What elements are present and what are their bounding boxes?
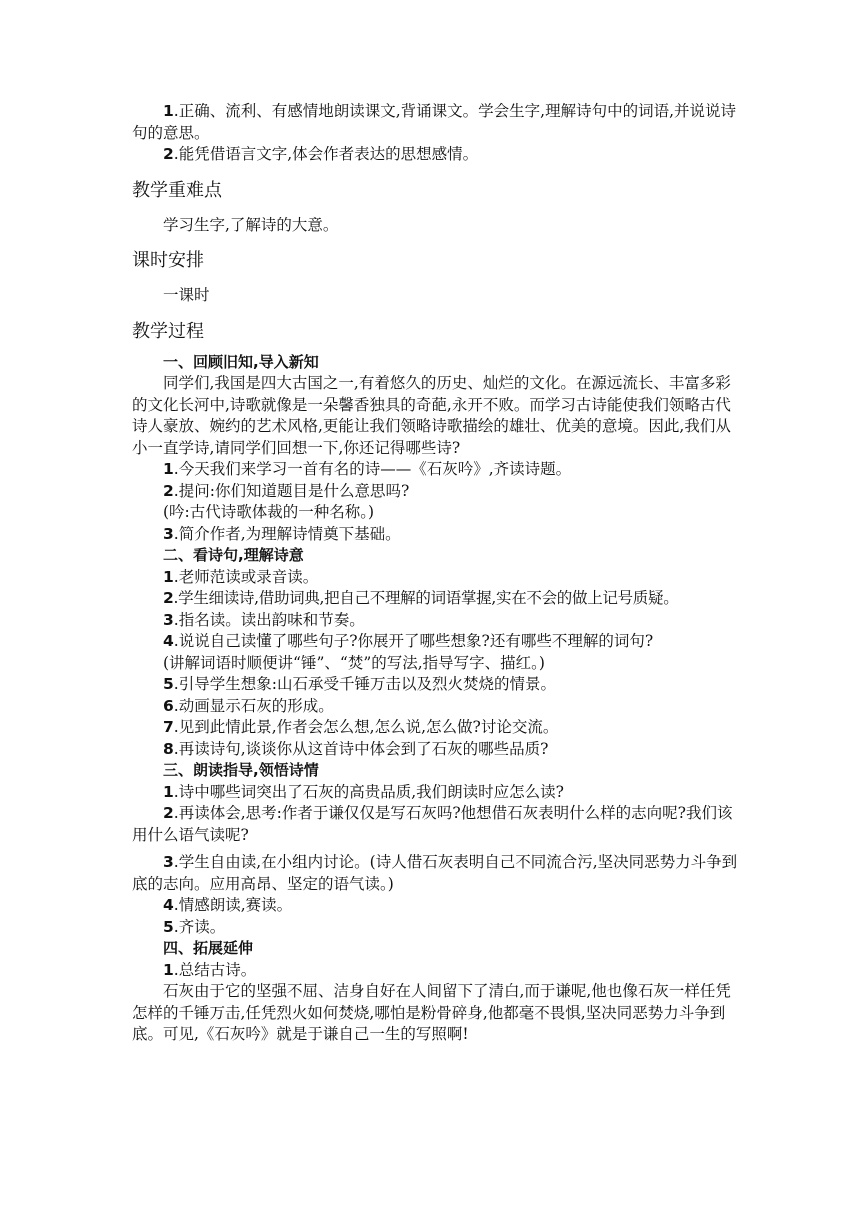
section-heading-key-points: 教学重难点: [132, 179, 222, 201]
list-item: 5.齐读。: [163, 917, 226, 936]
section-heading-process: 教学过程: [132, 320, 204, 342]
list-note: (吟:古代诗歌体裁的一种名称。): [163, 503, 375, 521]
list-item: 1.老师范读或录音读。: [163, 567, 319, 586]
subsection-title: 三、朗读指导,领悟诗情: [163, 761, 319, 779]
list-item: 5.引导学生想象:山石承受千锤万击以及烈火焚烧的情景。: [163, 675, 556, 693]
schedule-text: 一课时: [163, 286, 210, 304]
lesson-plan-page: [132, 101, 742, 1046]
objective-item: 1.正确、流利、有感情地朗读课文,背诵课文。学会生字,理解诗句中的词语,并说说诗句的意思。: [132, 102, 737, 142]
subsection-title: 四、拓展延伸: [163, 939, 254, 957]
subsection-title: 二、看诗句,理解诗意: [163, 546, 304, 564]
intro-paragraph: 同学们,我国是四大古国之一,有着悠久的历史、灿烂的文化。在源远流长、丰富多彩的文化长河中,诗歌就像是一朵馨香独具的奇葩,永开不败。而学习古诗能使我们领略古代诗人豪放、婉约的艺术风格,更能让我们领略诗歌描绘的雄壮、优美的意境。因此,我们从小一直学诗,请同学们回想一下,你还记得哪些诗?: [132, 374, 731, 457]
list-item: 6.动画显示石灰的形成。: [163, 696, 334, 715]
list-item: 7.见到此情此景,作者会怎么想,怎么说,怎么做?讨论交流。: [163, 718, 559, 736]
objective-item: 2.能凭借语言文字,体会作者表达的思想感情。: [163, 145, 479, 163]
list-item: 1.诗中哪些词突出了石灰的高贵品质,我们朗读时应怎么读?: [163, 782, 564, 801]
key-points-text: 学习生字,了解诗的大意。: [163, 215, 339, 234]
closing-paragraph: 石灰由于它的坚强不屈、洁身自好在人间留下了清白,而于谦呢,他也像石灰一样任凭怎样的千锤万击,任凭烈火如何焚烧,哪怕是粉骨碎身,他都毫不畏惧,坚决同恶势力斗争到底。可见,《石灰吟》就是于谦自己一生的写照啊!: [132, 982, 731, 1043]
list-item: 2.学生细读诗,借助词典,把自己不理解的词语掌握,实在不会的做上记号质疑。: [163, 589, 679, 607]
list-item: 3.学生自由读,在小组内讨论。(诗人借石灰表明自己不同流合污,坚决同恶势力斗争到底的志向。应用高昂、坚定的语气读。): [132, 853, 738, 893]
list-item: 3.指名读。读出韵味和节奏。: [163, 610, 365, 629]
list-item: 8.再读诗句,谈谈你从这首诗中体会到了石灰的哪些品质?: [163, 739, 549, 758]
list-item: 1.今天我们来学习一首有名的诗——《石灰吟》,齐读诗题。: [163, 460, 572, 478]
section-heading-schedule: 课时安排: [132, 250, 204, 271]
list-item: 1.总结古诗。: [163, 960, 257, 979]
subsection-title: 一、回顾旧知,导入新知: [163, 352, 319, 371]
list-item: 2.提问:你们知道题目是什么意思吗?: [163, 481, 410, 500]
list-item: 4.情感朗读,赛读。: [163, 896, 293, 914]
list-item: 2.再读体会,思考:作者于谦仅仅是写石灰吗?他想借石灰表明什么样的志向呢?我们该用什么语气读呢?: [132, 804, 733, 844]
list-item: 3.简介作者,为理解诗情奠下基础。: [163, 524, 401, 543]
list-note: (讲解词语时顺便讲“锤”、“焚”的写法,指导写字、描红。): [163, 653, 545, 672]
list-item: 4.说说自己读懂了哪些句子?你展开了哪些想象?还有哪些不理解的词句?: [163, 632, 654, 650]
